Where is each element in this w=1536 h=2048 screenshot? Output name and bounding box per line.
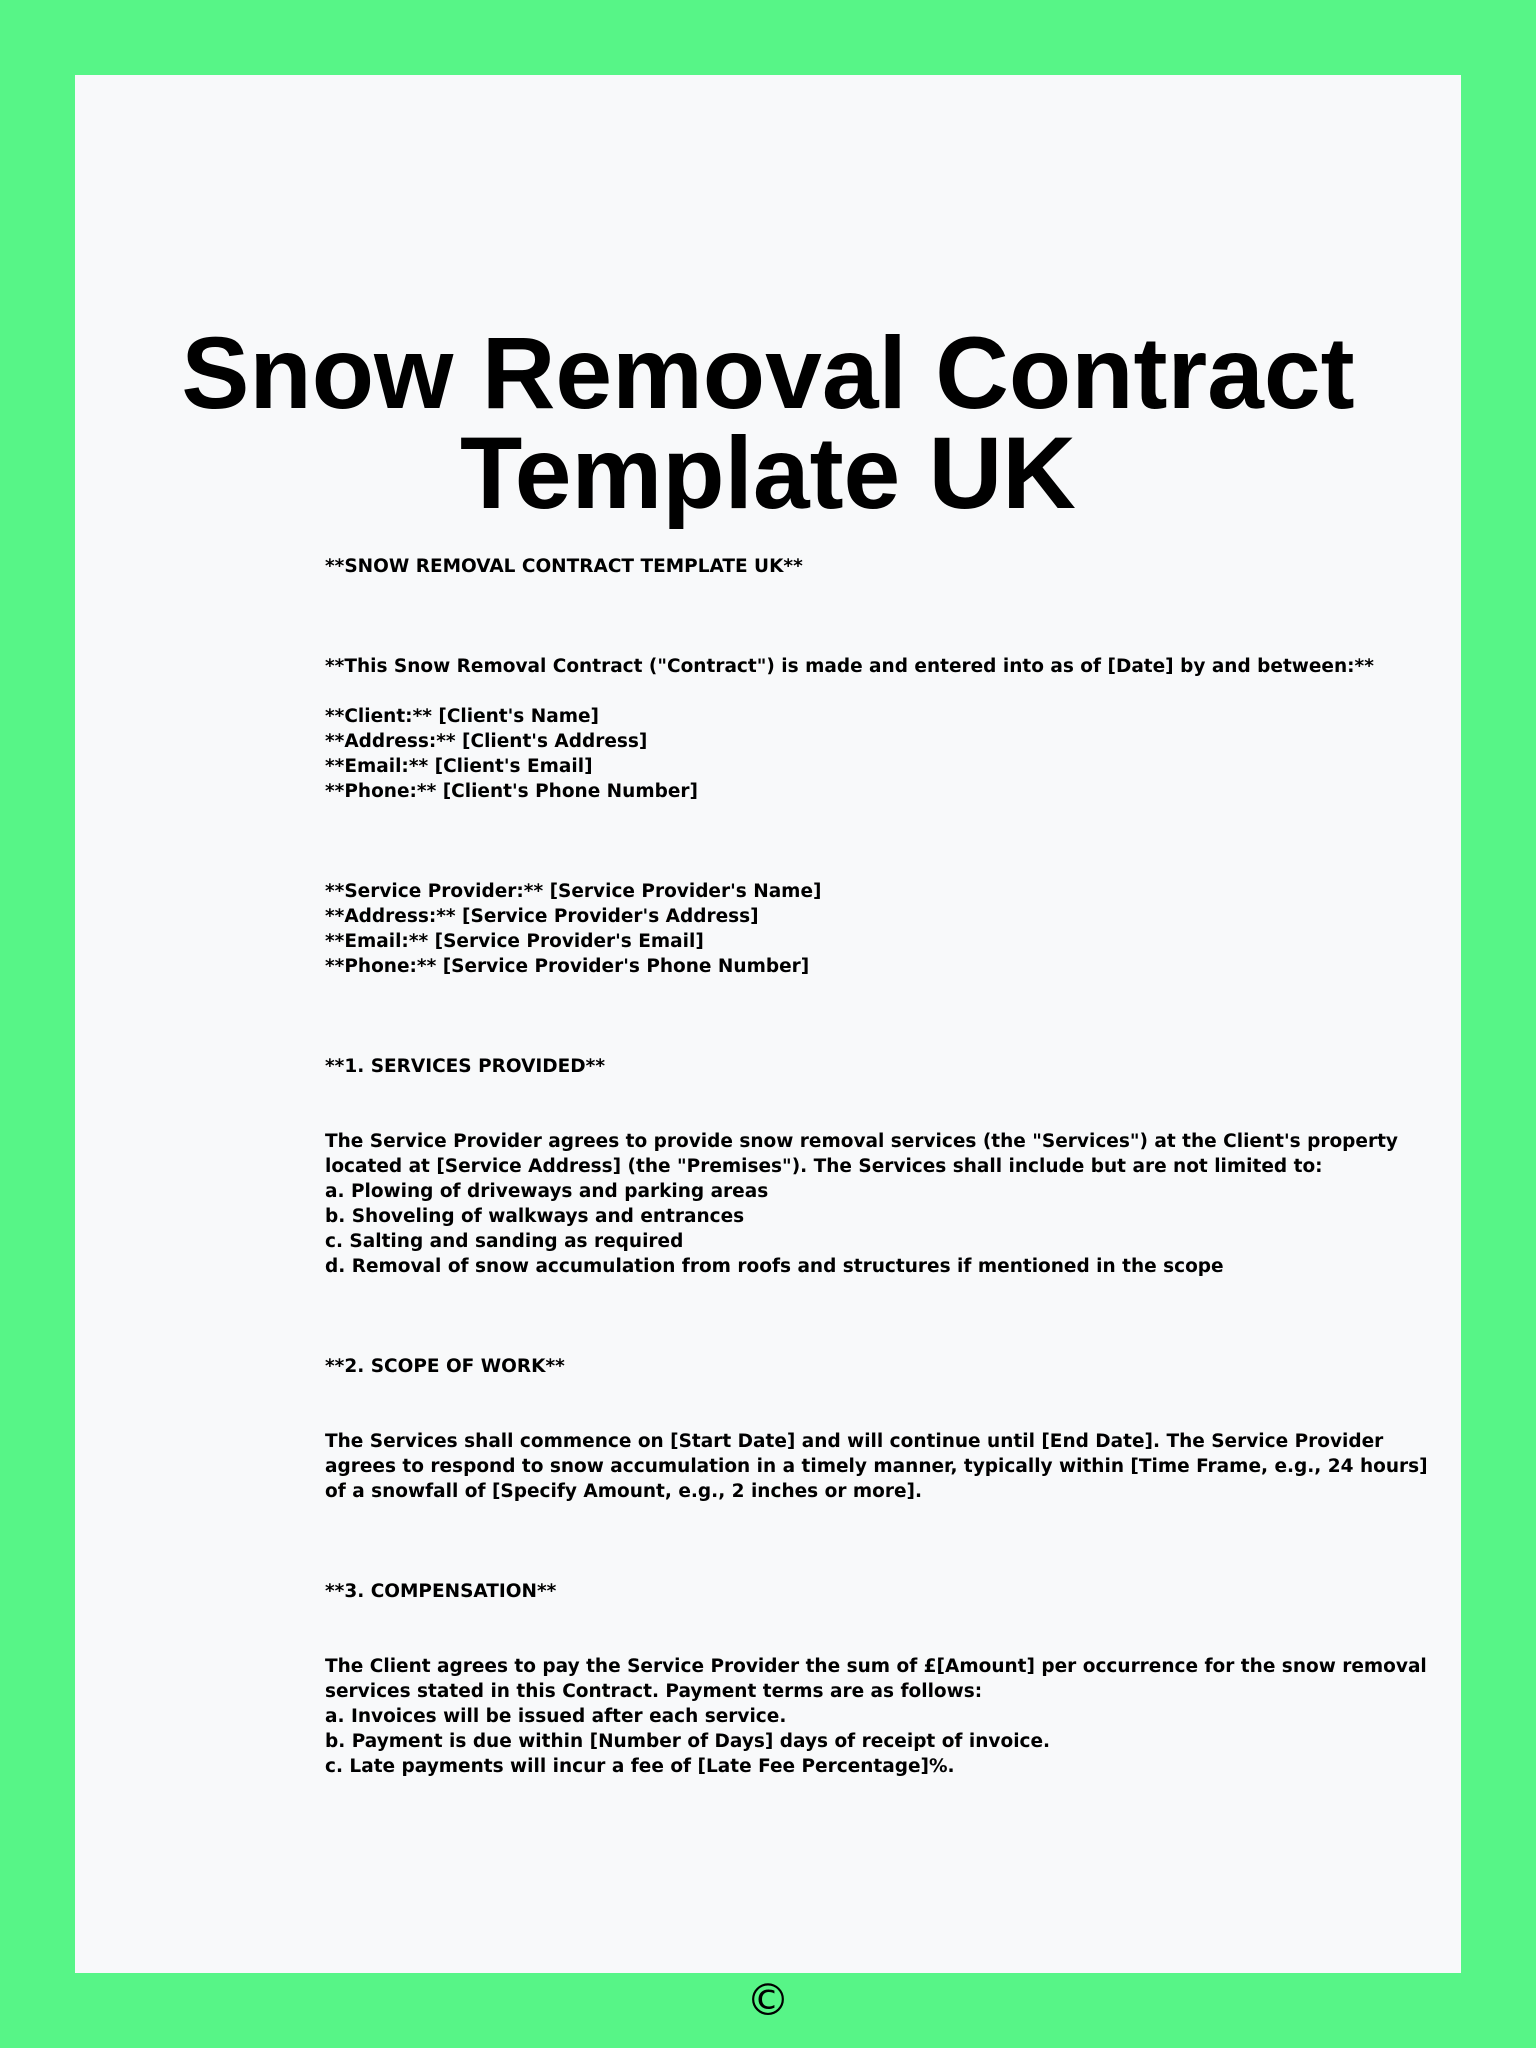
section-1-line: d. Removal of snow accumulation from roofs and structures if mentioned in the scope <box>325 1256 1224 1277</box>
section-1-line: a. Plowing of driveways and parking areas <box>325 1181 769 1202</box>
provider-name: **Service Provider:** [Service Provider's Name] <box>325 881 822 902</box>
copyright-icon: © <box>746 1975 790 2026</box>
contract-intro: **This Snow Removal Contract ("Contract") is made and entered into as of [Date] by and between:** <box>325 656 1374 677</box>
client-name: **Client:** [Client's Name] <box>325 706 599 727</box>
section-1-line: c. Salting and sanding as required <box>325 1231 684 1252</box>
section-1-line: located at [Service Address] (the "Premises"). The Services shall include but are not limited to: <box>325 1156 1323 1177</box>
provider-email: **Email:** [Service Provider's Email] <box>325 931 704 952</box>
client-email: **Email:** [Client's Email] <box>325 756 593 777</box>
document-title-line-1: Snow Removal Contract <box>181 316 1355 430</box>
section-3-line: The Client agrees to pay the Service Provider the sum of £[Amount] per occurrence for the snow removal <box>325 1656 1427 1677</box>
document-title-line-2: Template UK <box>460 416 1076 530</box>
provider-address: **Address:** [Service Provider's Address] <box>325 906 759 927</box>
section-2-heading: **2. SCOPE OF WORK** <box>325 1356 565 1377</box>
section-3-line: a. Invoices will be issued after each service. <box>325 1706 787 1727</box>
section-2-line: of a snowfall of [Specify Amount, e.g., 2 inches or more]. <box>325 1481 923 1502</box>
section-3-heading: **3. COMPENSATION** <box>325 1581 557 1602</box>
document-page <box>75 75 1461 2026</box>
provider-phone: **Phone:** [Service Provider's Phone Number] <box>325 956 810 977</box>
document-title <box>75 316 1461 530</box>
section-3-line: services stated in this Contract. Payment terms are as follows: <box>325 1681 983 1702</box>
section-2-line: The Services shall commence on [Start Date] and will continue until [End Date]. The Service Provider <box>325 1431 1384 1452</box>
contract-heading: **SNOW REMOVAL CONTRACT TEMPLATE UK** <box>325 556 803 577</box>
section-3-line: b. Payment is due within [Number of Days] days of receipt of invoice. <box>325 1731 1051 1752</box>
section-2-line: agrees to respond to snow accumulation in a timely manner, typically within [Time Frame, e.g., 24 hours] <box>325 1456 1428 1477</box>
section-1-heading: **1. SERVICES PROVIDED** <box>325 1056 606 1077</box>
client-address: **Address:** [Client's Address] <box>325 731 648 752</box>
client-phone: **Phone:** [Client's Phone Number] <box>325 781 698 802</box>
section-1-line: The Service Provider agrees to provide snow removal services (the "Services") at the Client's property <box>325 1131 1398 1152</box>
section-1-line: b. Shoveling of walkways and entrances <box>325 1206 745 1227</box>
section-3-line: c. Late payments will incur a fee of [Late Fee Percentage]%. <box>325 1756 955 1777</box>
